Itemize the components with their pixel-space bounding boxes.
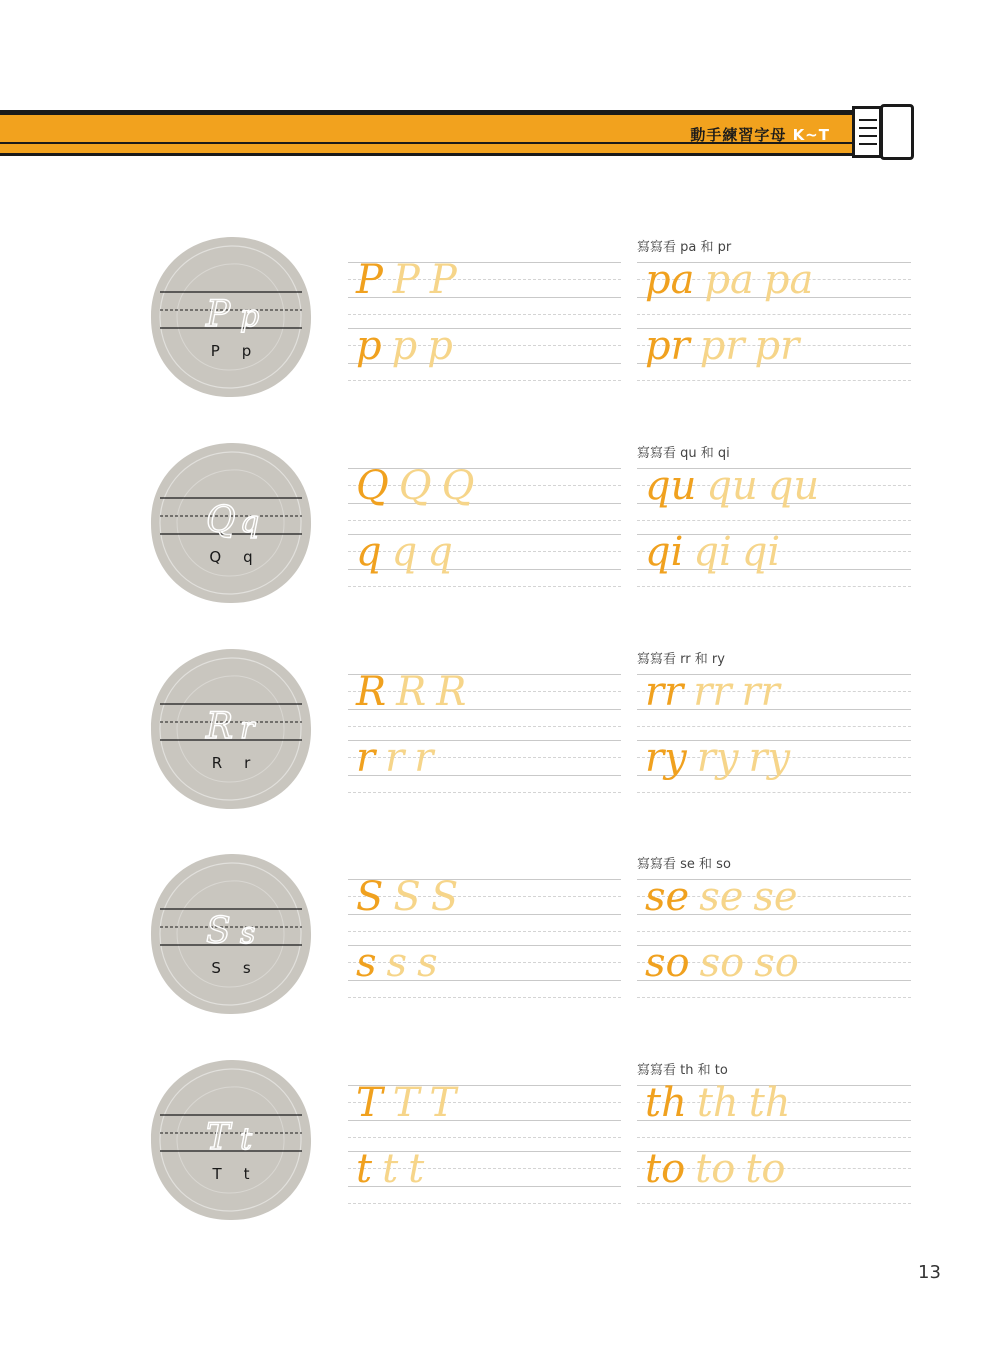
guide-line <box>348 1137 621 1138</box>
tracing-letters <box>645 1145 785 1193</box>
example-letter: q <box>356 529 382 575</box>
combo-label: 寫寫看 se 和 so <box>637 857 731 872</box>
pencil-stripe-top <box>0 113 856 115</box>
tracing-letters <box>645 1079 791 1127</box>
combo-practice-line-1 <box>637 874 911 939</box>
letter-caption <box>148 959 314 977</box>
letter-caption <box>148 342 314 360</box>
uppercase-practice-line <box>348 1080 621 1145</box>
tracing-letters <box>356 528 453 576</box>
trace-letter: rr <box>693 669 732 715</box>
example-letter: pr <box>645 323 690 369</box>
example-letter: th <box>645 1080 687 1126</box>
trace-letter: ry <box>748 735 791 781</box>
trace-letter: qi <box>693 529 732 575</box>
combo-practice-line-1 <box>637 257 911 322</box>
trace-letter: Q <box>398 463 432 509</box>
guide-line <box>348 792 621 793</box>
example-letter: rr <box>645 669 684 715</box>
letter-badge <box>148 234 314 400</box>
combo-label: 寫寫看 pa 和 pr <box>637 240 732 255</box>
trace-letter: pa <box>763 257 814 303</box>
lowercase-practice-line <box>348 1146 621 1211</box>
guide-line <box>637 997 911 998</box>
guide-line <box>348 997 621 998</box>
lowercase-practice-line <box>348 323 621 388</box>
letter-row-r <box>0 648 1000 854</box>
guide-line <box>348 931 621 932</box>
trace-letter: S <box>393 874 421 920</box>
letter-badge-circle <box>148 646 314 812</box>
tracing-letters <box>356 734 433 782</box>
trace-letter: se <box>753 874 798 920</box>
combo-label: 寫寫看 rr 和 ry <box>637 652 725 667</box>
svg-text:Q: Q <box>206 500 236 541</box>
guide-line <box>637 1203 911 1204</box>
trace-letter: t <box>382 1146 399 1192</box>
letter-row-p <box>0 236 1000 442</box>
tracing-letters <box>645 528 780 576</box>
trace-letter: r <box>385 735 405 781</box>
trace-letter: pr <box>754 323 800 369</box>
combo-label: 寫寫看 th 和 to <box>637 1063 728 1078</box>
guide-line <box>637 1137 911 1138</box>
svg-text:S: S <box>206 911 231 952</box>
combo-practice-line-1 <box>637 463 911 528</box>
combo-practice-line-2 <box>637 1146 911 1211</box>
trace-letter: s <box>417 940 438 986</box>
pencil-header-banner <box>0 104 916 160</box>
trace-letter: to <box>745 1146 786 1192</box>
letter-badge-circle <box>148 851 314 1017</box>
page-title <box>690 124 830 145</box>
example-letter: t <box>356 1146 373 1192</box>
letter-badge <box>148 440 314 606</box>
guide-line <box>348 1203 621 1204</box>
example-letter: to <box>645 1146 686 1192</box>
guide-line <box>637 520 911 521</box>
trace-letter: rr <box>741 669 780 715</box>
tracing-letters <box>356 256 457 304</box>
letter-badge <box>148 851 314 1017</box>
page-number: 13 <box>918 1262 941 1283</box>
uppercase-letter: R <box>211 754 223 772</box>
tracing-letters <box>645 322 799 370</box>
trace-letter: r <box>414 735 434 781</box>
trace-letter: qi <box>741 529 781 575</box>
trace-letter: p <box>391 323 418 369</box>
trace-letter: P <box>429 257 457 303</box>
pencil-ferrule-icon <box>852 106 882 158</box>
trace-letter: so <box>699 940 745 986</box>
example-letter: T <box>356 1080 383 1126</box>
tracing-letters <box>356 462 474 510</box>
svg-text:r: r <box>240 711 255 746</box>
trace-letter: T <box>392 1080 420 1126</box>
pencil-eraser-icon <box>880 104 914 160</box>
guide-line <box>348 380 621 381</box>
guide-line <box>348 586 621 587</box>
example-letter: qu <box>645 463 697 509</box>
trace-letter: so <box>754 940 799 986</box>
trace-letter: P <box>392 257 420 303</box>
guide-line <box>637 314 911 315</box>
tracing-letters <box>645 668 780 716</box>
svg-text:T: T <box>206 1117 231 1158</box>
trace-letter: pr <box>699 323 745 369</box>
guide-line <box>348 726 621 727</box>
trace-letter: s <box>386 940 408 986</box>
lowercase-letter: r <box>244 754 251 772</box>
example-letter: P <box>356 257 383 303</box>
guide-line <box>637 931 911 932</box>
example-letter: Q <box>356 463 389 509</box>
example-letter: pa <box>645 257 695 303</box>
trace-letter: T <box>429 1080 457 1126</box>
page-title-main: 動手練習字母 <box>690 126 787 144</box>
trace-letter: R <box>436 669 467 715</box>
trace-letter: ry <box>696 735 739 781</box>
tracing-letters <box>645 462 819 510</box>
trace-letter: Q <box>441 463 475 509</box>
example-letter: p <box>356 323 382 369</box>
tracing-letters <box>356 668 466 716</box>
lowercase-letter: s <box>242 959 251 977</box>
svg-text:q: q <box>240 505 260 540</box>
lowercase-letter: q <box>243 548 253 566</box>
uppercase-letter: T <box>212 1165 222 1183</box>
uppercase-practice-line <box>348 463 621 528</box>
trace-letter: th <box>696 1080 739 1126</box>
letter-row-q <box>0 442 1000 648</box>
lowercase-practice-line <box>348 735 621 800</box>
trace-letter: qu <box>767 463 820 509</box>
example-letter: se <box>645 874 690 920</box>
page-title-range: K~T <box>792 126 830 144</box>
uppercase-practice-line <box>348 257 621 322</box>
lowercase-letter: t <box>243 1165 250 1183</box>
svg-text:P: P <box>206 294 231 335</box>
svg-text:t: t <box>240 1122 253 1157</box>
letter-badge <box>148 646 314 812</box>
example-letter: r <box>356 735 376 781</box>
letter-badge-circle <box>148 1057 314 1223</box>
guide-line <box>637 792 911 793</box>
tracing-letters <box>645 939 799 987</box>
letter-badge <box>148 1057 314 1223</box>
example-letter: R <box>356 669 387 715</box>
example-letter: qi <box>645 529 684 575</box>
trace-letter: R <box>396 669 427 715</box>
example-letter: so <box>645 940 690 986</box>
guide-line <box>637 380 911 381</box>
trace-letter: p <box>427 323 453 369</box>
tracing-letters <box>356 1079 456 1127</box>
trace-letter: to <box>695 1146 736 1192</box>
uppercase-letter: S <box>211 959 221 977</box>
svg-text:s: s <box>240 916 256 951</box>
tracing-letters <box>356 322 453 370</box>
combo-practice-line-2 <box>637 735 911 800</box>
svg-text:p: p <box>240 299 260 334</box>
uppercase-letter: Q <box>209 548 222 566</box>
lowercase-practice-line <box>348 529 621 594</box>
svg-text:R: R <box>206 706 234 747</box>
trace-letter: t <box>408 1146 425 1192</box>
tracing-letters <box>645 873 798 921</box>
lowercase-practice-line <box>348 940 621 1005</box>
example-letter: S <box>356 874 384 920</box>
letter-badge-circle <box>148 234 314 400</box>
tracing-letters <box>645 734 790 782</box>
trace-letter: pa <box>704 257 754 303</box>
uppercase-practice-line <box>348 669 621 734</box>
uppercase-letter: P <box>210 342 220 360</box>
trace-letter: se <box>699 874 744 920</box>
guide-line <box>637 586 911 587</box>
tracing-letters <box>356 873 458 921</box>
trace-letter: q <box>391 529 418 575</box>
example-letter: ry <box>645 735 687 781</box>
combo-practice-line-2 <box>637 323 911 388</box>
guide-line <box>348 314 621 315</box>
lowercase-letter: p <box>241 342 252 360</box>
tracing-letters <box>356 1145 424 1193</box>
trace-letter: th <box>748 1080 791 1126</box>
tracing-letters <box>645 256 813 304</box>
guide-line <box>637 726 911 727</box>
combo-practice-line-2 <box>637 940 911 1005</box>
combo-practice-line-2 <box>637 529 911 594</box>
letter-caption <box>148 1165 314 1183</box>
tracing-letters <box>356 939 438 987</box>
trace-letter: qu <box>706 463 758 509</box>
letter-row-s <box>0 853 1000 1059</box>
combo-practice-line-1 <box>637 669 911 734</box>
letter-caption <box>148 548 314 566</box>
example-letter: s <box>356 940 377 986</box>
combo-label: 寫寫看 qu 和 qi <box>637 446 730 461</box>
letter-row-t <box>0 1059 1000 1265</box>
combo-practice-line-1 <box>637 1080 911 1145</box>
trace-letter: S <box>430 874 459 920</box>
uppercase-practice-line <box>348 874 621 939</box>
letter-caption <box>148 754 314 772</box>
guide-line <box>348 520 621 521</box>
trace-letter: q <box>427 529 453 575</box>
letter-badge-circle <box>148 440 314 606</box>
